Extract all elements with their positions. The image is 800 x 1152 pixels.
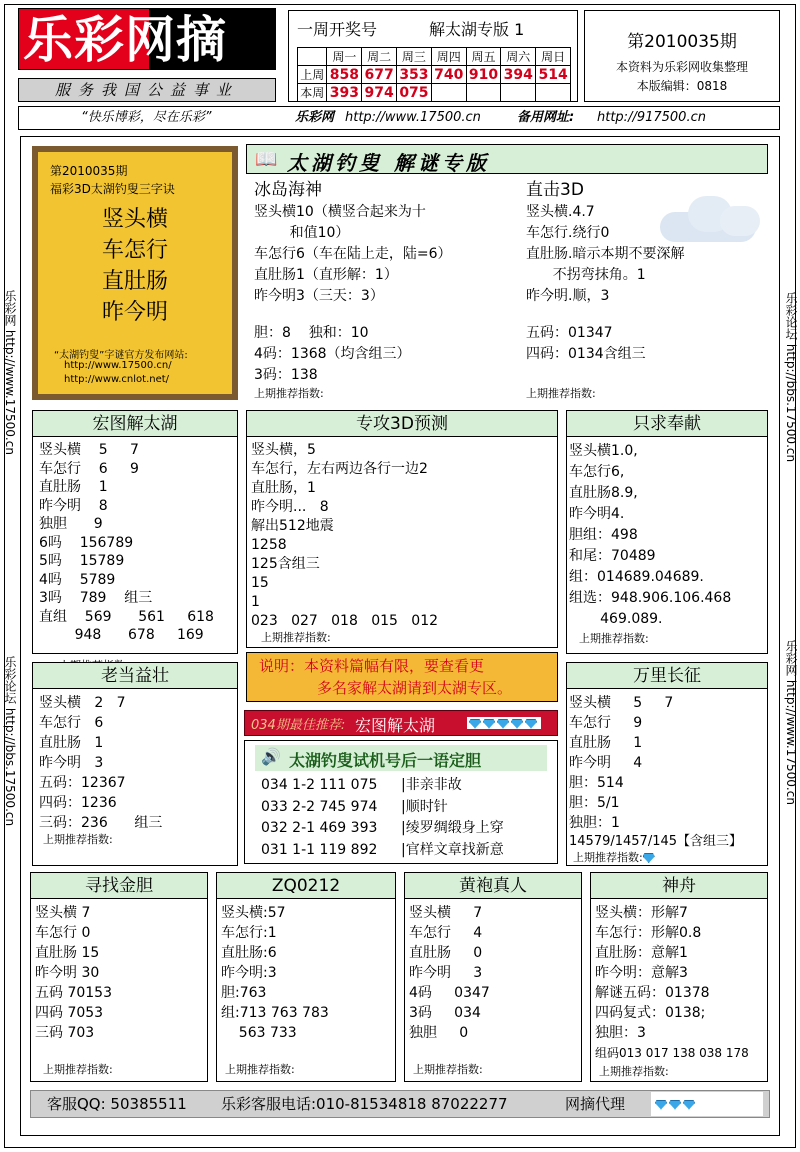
footer-bar (30, 1090, 770, 1118)
trial-rows (261, 775, 504, 861)
edition: 解太湖专版 1 (429, 20, 525, 39)
taihu-right-name: 直击3D (526, 180, 584, 200)
trial-header: 🔊 太湖钓叟试机号后一语定胆 (255, 745, 547, 771)
site-link[interactable]: http://www.17500.cn (345, 110, 481, 125)
diamond-icon (511, 719, 523, 729)
backup-link[interactable]: http://917500.cn (597, 110, 706, 125)
zq-box: 竖头横:57 车怎行:1 直肚肠:6 昨今明:3 胆:763 组:713 763 783 563 733 上期推荐指数: (216, 898, 396, 1082)
draw-title: 一周开奖号 (297, 20, 378, 39)
issue-note: 本资料为乐彩网收集整理 (615, 60, 748, 74)
xunzhao-title: 寻找金胆 (30, 872, 208, 899)
trial-row: 032 2-1 469 393 |绫罗绸缎身上穿 (261, 820, 504, 836)
issue-editor: 本版编辑：0818 (636, 79, 728, 93)
draw-table: 周一 周二 周三 周四 周五 周六 周日 上周 858 677 353 740 910 394 514 本周 393 974 075 (297, 47, 571, 102)
diamond-icon (643, 853, 655, 863)
footer-diamonds (651, 1092, 763, 1116)
diamond-icon (525, 719, 537, 729)
issue-panel (584, 10, 780, 102)
zhiqiu-box: 竖头横1.0, 车怎行6, 直肚肠8.9, 昨今明4. 胆组：498 和尾：70489 组：014689.04689. 组选：948.906.106.468 469.089. 上期推荐指数: (566, 436, 768, 654)
hongtu-title: 宏图解太湖 (32, 410, 238, 437)
shenzhou-title: 神舟 (590, 872, 768, 899)
logo: 乐彩网摘 (18, 8, 276, 70)
slogan: 服务我国公益事业 (18, 78, 276, 102)
diamond-icon (483, 719, 495, 729)
trial-box (244, 740, 558, 864)
trial-row: 033 2-2 745 974 |顺时针 (261, 798, 448, 815)
speaker-icon: 🔊 (261, 747, 281, 766)
taihu-left: 冰岛海神 竖头横10（横竖合起来为十 和值10） 车怎行6（车在陆上走，陆=6） 直肚肠1（直形解：1） 昨今明3（三天：3） 胆：8 独和：10 4码：1368（均含组三） 3码：138 上期推荐指数: (254, 178, 524, 402)
hongtu-box: 竖头横 5 7 车怎行 6 9 直肚肠 1 昨今明 8 独胆 9 6吗 156789 5吗 15789 4吗 5789 3吗 789 组三 直组 569 561 618 948 678 169 (32, 436, 238, 654)
huangpao-title: 黄袍真人 (404, 872, 582, 899)
side-right-top: 乐彩论坛 http://bbs.17500.cn (784, 292, 798, 463)
laodang-box: 竖头横 2 7 车怎行 6 直肚肠 1 昨今明 3 五码：12367 四码：1236 三码：236 组三 上期推荐指数: (32, 688, 238, 866)
book-icon: 📖 (255, 149, 278, 170)
footer-agent: 网摘代理 (565, 1095, 626, 1113)
taihu-left-name: 冰岛海神 (254, 180, 322, 200)
taihu-header (246, 144, 768, 174)
zhuangong-title: 专攻3D预测 (246, 410, 558, 437)
diamond-icon (469, 719, 481, 729)
site-name: 乐彩网 (295, 110, 335, 125)
best-diamonds (467, 717, 541, 729)
wanli-title: 万里长征 (566, 662, 768, 689)
banner: “快乐博彩，尽在乐彩” 乐彩网 http://www.17500.cn 备用网址: http://917500.cn (18, 106, 780, 130)
footer-qq: 客服QQ: 50385511 (47, 1095, 187, 1113)
riddle-url-2[interactable]: http://www.cnlot.net/ (64, 374, 170, 385)
zhiqiu-title: 只求奉献 (566, 410, 768, 437)
side-right-bottom: 乐彩网 http://www.17500.cn (784, 640, 798, 805)
taihu-right: 直击3D 竖头横.4.7 车怎行.绕行0 直肚肠.暗示本期不要深解 不拐弯抹角。1 昨今明.顺，3 五码：01347 四码：0134含组三 上期推荐指数: (526, 178, 766, 402)
wanli-hint: 上期推荐指数: (569, 851, 765, 865)
laodang-title: 老当益壮 (32, 662, 238, 689)
issue-number: 第2010035期 (627, 32, 737, 52)
trial-row: 034 1-2 111 075 |非亲非故 (261, 777, 462, 793)
diamond-icon (497, 719, 509, 729)
riddle-lines: 竖头横 车怎行 直肚肠 昨今明 (101, 207, 168, 325)
xunzhao-box: 竖头横 7 车怎行 0 直肚肠 15 昨今明 30 五码 70153 四码 7053 三码 703 上期推荐指数: (30, 898, 208, 1082)
best-recommend: 034期最佳推荐: 宏图解太湖 (244, 710, 558, 736)
diamond-icon (655, 1100, 667, 1110)
riddle-subtitle: 福彩3D太湖钓叟三字诀 (50, 182, 175, 196)
riddle-url-1[interactable]: http://www.17500.cn/ (64, 360, 172, 371)
huangpao-box: 竖头横 7 车怎行 4 直肚肠 0 昨今明 3 4码 0347 3码 034 独胆 0 上期推荐指数: (404, 898, 582, 1082)
shenzhou-box: 竖头横：形解7 车怎行：形解0.8 直肚肠：意解1 昨今明：意解3 解谜五码：01378 四码复式：0138; 独胆：3 组码013 017 138 038 178 上期推荐指数: (590, 898, 768, 1082)
diamond-icon (669, 1100, 681, 1110)
notice-box: 说明：本资料篇幅有限，要查看更 多名家解太湖请到太湖专区。 (246, 652, 558, 702)
side-left-bottom: 乐彩论坛 http://bbs.17500.cn (3, 656, 17, 827)
zq-title: ZQ0212 (216, 872, 396, 899)
riddle-card (32, 146, 238, 400)
riddle-note: “太湖钓叟”字谜官方发布网站: (54, 350, 188, 361)
footer-phone: 乐彩客服电话:010-81534818 87022277 (221, 1095, 508, 1113)
draw-panel (288, 10, 578, 102)
zhuangong-box: 竖头横，5 车怎行，左右两边各行一边2 直肚肠，1 昨今明... 8 解出512地震 1258 125含组三 15 1 023 027 018 015 012 上期推荐指数: (246, 436, 558, 648)
diamond-icon (683, 1100, 695, 1110)
riddle-issue: 第2010035期 (50, 164, 128, 178)
wanli-box: 竖头横 5 7 车怎行 9 直肚肠 1 昨今明 4 胆：514 胆：5/1 独胆：1 14579/1457/145【含组三】 上期推荐指数: (566, 688, 768, 866)
side-left-top: 乐彩网 http://www.17500.cn (3, 290, 17, 455)
trial-row: 031 1-1 119 892 |官样文章找新意 (261, 841, 504, 858)
backup-label: 备用网址: (517, 110, 575, 125)
taihu-title: 太湖钓叟 解谜专版 (287, 151, 490, 175)
